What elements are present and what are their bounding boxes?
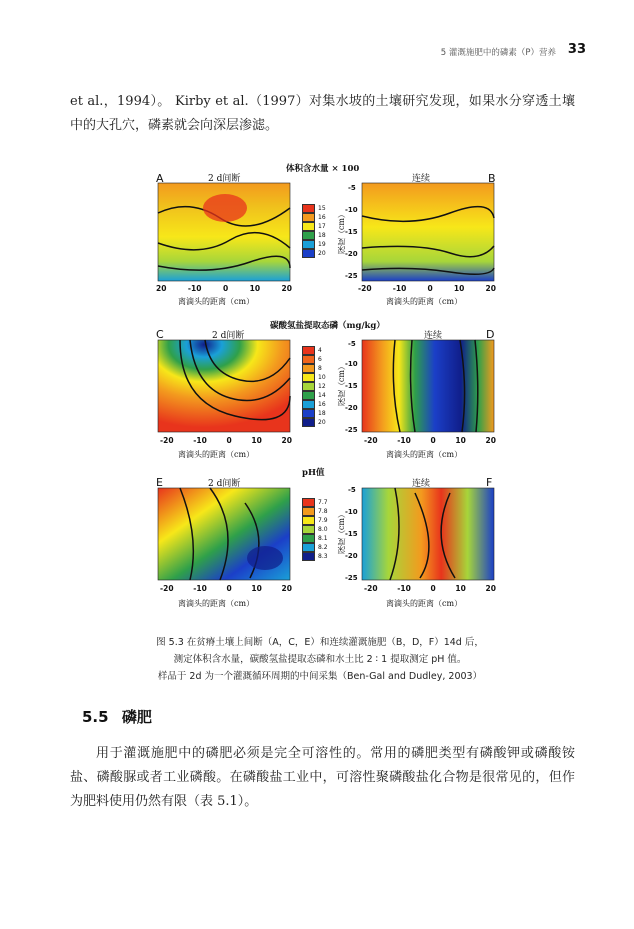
panel-letter-a: A	[156, 172, 164, 185]
xticks-c: -20 -10 0 10 20	[160, 436, 292, 445]
xlabel-c: 离滴头的距离（cm）	[178, 450, 255, 459]
row-title-water: 体积含水量 × 100	[286, 164, 360, 174]
legend-ph: 7.7 7.8 7.9 8.0 8.1 8.2 8.3	[302, 498, 342, 561]
caption-line-2: 测定体积含水量，碳酸氢盐提取态磷和水土比 2 ∶ 1 提取测定 pH 值。	[173, 654, 467, 665]
panel-letter-d: D	[486, 328, 495, 341]
running-title: 5 灌溉施肥中的磷素（P）营养	[440, 48, 556, 58]
panel-letter-f: F	[486, 476, 493, 489]
paragraph-phosphate-fertilizers: 用于灌溉施肥中的磷肥必须是完全可溶性的。常用的磷肥类型有磷酸钾或磷酸铵盐、磷酸脲或者工业磷酸。在磷酸盐工业中，可溶性聚磷酸盐化合物是很常见的，但作为肥料使用仍然有限（表 5.1）。	[70, 746, 575, 809]
xticks-d: -20 -10 0 10 20	[364, 436, 496, 445]
figure-caption	[100, 634, 540, 685]
panel-title-c: 2 d间断	[212, 331, 245, 341]
panel-title-a: 2 d间断	[208, 174, 241, 184]
paragraph-intro: et al.，1994）。 Kirby et al.（1997）对集水坡的土壤研究发现，如果水分穿透土壤中的大孔穴，磷素就会向深层渗滤。	[70, 94, 575, 133]
ylabel-row3: 深度（cm）	[337, 510, 346, 555]
legend-water: 15 16 17 18 19 20	[302, 204, 342, 258]
xlabel-e: 离滴头的距离（cm）	[178, 599, 255, 608]
xticks-b: -20 -10 0 10 20	[358, 284, 496, 293]
panel-d-plot	[362, 340, 494, 432]
xlabel-b: 离滴头的距离（cm）	[386, 297, 463, 306]
xlabel-d: 离滴头的距离（cm）	[386, 450, 463, 459]
page-number: 33	[567, 42, 586, 57]
legend-phosphorus: 4 6 8 10 12 14 16 18 20	[302, 346, 342, 427]
section-heading	[82, 706, 152, 727]
ylabel-row1: 深度（cm）	[337, 210, 346, 255]
panel-title-d: 连续	[424, 331, 443, 341]
panel-title-e: 2 d间断	[208, 479, 241, 489]
caption-line-1: 图 5.3 在贫瘠土壤上间断（A，C，E）和连续灌溉施肥（B，D，F）14d 后，	[156, 637, 484, 648]
figure-5-3: 体积含水量 × 100 碳酸氢盐提取态磷（mg/kg） pH值 A 2 d间断 B 连续 C 2 d间断 D 连续 E 2 d间断 F 连续 15 16 17 18 19 20 4 6 8 10 12 14 16 18 20 7.7 7.8 7.9 8.0 8.1 8.2 8.3 -5 -10 -15 -20 -25 -5 -10 -15 -20 -25 -5 -10 -15 -20 -25 深度（cm） 深度（cm） 深度（cm） 20 -10 0 10 20 -20 -10 0 10 20 -20 -10 0 10 20 -20 -10 0 10 20 -20 -10 0 10 20 -20 -10 0 10 20 离滴头的距离（cm） 离滴头的距离（cm） 离滴头的距离（cm） 离滴头的距离（cm） 离滴头的距离（cm） 离滴头的距离（cm）	[150, 158, 500, 618]
xlabel-f: 离滴头的距离（cm）	[386, 599, 463, 608]
caption-line-3: 样品于 2d 为一个灌溉循环周期的中间采集（Ben-Gal and Dudley, 2003）	[157, 671, 483, 682]
section-title: 磷肥	[121, 708, 152, 726]
xticks-a: 20 -10 0 10 20	[156, 284, 292, 293]
panel-letter-c: C	[156, 328, 164, 341]
page-header	[0, 42, 634, 62]
xticks-e: -20 -10 0 10 20	[160, 584, 292, 593]
row-title-ph: pH值	[302, 468, 325, 478]
panel-title-f: 连续	[412, 479, 431, 489]
panel-letter-b: B	[488, 172, 496, 185]
panel-b-plot	[362, 183, 494, 281]
section-number: 5.5	[82, 708, 109, 726]
panel-c-plot	[158, 340, 290, 432]
xlabel-a: 离滴头的距离（cm）	[178, 297, 255, 306]
row-title-phosphorus: 碳酸氢盐提取态磷（mg/kg）	[270, 321, 385, 331]
xticks-f: -20 -10 0 10 20	[364, 584, 496, 593]
ylabel-row2: 深度（cm）	[337, 362, 346, 407]
panel-title-b: 连续	[412, 174, 431, 184]
panel-letter-e: E	[156, 476, 163, 489]
